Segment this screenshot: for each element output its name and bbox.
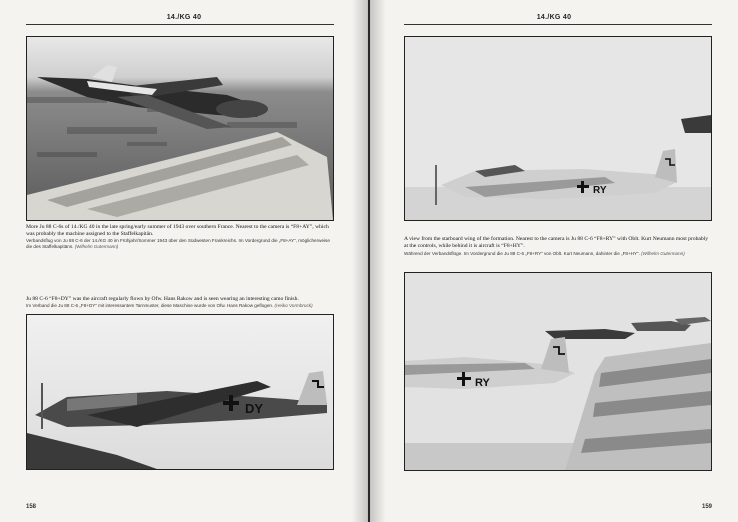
caption-english-1-text: More Ju 88 C-6s of 14./KG 40 in the late spring/early summer of 1943 over southern France. Nearest to the camera is “F8+AY”, which was probably the machine assigned to the Staffelkapitän. (26, 224, 329, 237)
page-header: 14./KG 40 (536, 14, 572, 21)
header-rule (26, 24, 334, 25)
aircraft-marking: DY (245, 401, 264, 416)
page-number: 159 (701, 504, 712, 510)
photo-credit: (Wilhelm Gutermann) (74, 244, 119, 250)
aircraft-marking: RY (475, 377, 490, 389)
right-page (370, 0, 738, 522)
caption-german-2-text: Im Verband die Ju 88 C-6 „F8+DY“ mit interessantem Tarnmuster, diese Maschine wurde von Ofw. Hans Rakow geflogen. (26, 303, 274, 308)
caption-german-1-text: Während der Verbandsflüge. Im Vordergrund die Ju 88 C-6 „F8+RY“ von Oblt. Kurt Neumann, dahinter die „F8+HY“. (404, 251, 640, 256)
caption-german-1 (404, 251, 712, 257)
photo-f8-ry-starboard (404, 36, 712, 221)
caption-english-1 (404, 236, 712, 250)
photo-credit: (Wilhelm Gutermann) (641, 251, 685, 256)
photo-credit: (Heiko Vormbrock) (274, 303, 313, 308)
page-number: 158 (26, 504, 37, 510)
caption-german-1-text: Verbandsflug von Ju 88 C-6 der 14./KG 40 im Frühjahr/Sommer 1943 über den Südwesten Frankreichs. Im Vordergrund die „F8+AY“, möglicherweise die des Staffelkapitäns. (26, 238, 330, 250)
caption-german-1 (26, 238, 334, 250)
caption-english-1-text: A view from the starboard wing of the formation. Nearest to the camera is Ju 88 C-6 “F8+RY” with Oblt. Kurt Neumann most probably at the controls, while behind it is aircraft is “F8+HY”. (404, 236, 709, 249)
photo-formation-starboard-wing (404, 272, 712, 471)
header-rule (404, 24, 712, 25)
aircraft-marking: RY (593, 185, 607, 196)
photo-formation-over-france (26, 36, 334, 221)
caption-english-2-text: Ju 88 C-6 “F8+DY” was the aircraft regularly flown by Ofw. Hans Rakow and is seen wearing an interesting camo finish. (26, 296, 299, 302)
book-gutter-shadow (352, 0, 386, 522)
caption-english-1 (26, 224, 334, 238)
caption-german-2 (26, 303, 334, 309)
page-header: 14./KG 40 (166, 14, 202, 21)
caption-english-2 (26, 296, 334, 303)
left-page (0, 0, 368, 522)
photo-f8-dy (26, 314, 334, 470)
